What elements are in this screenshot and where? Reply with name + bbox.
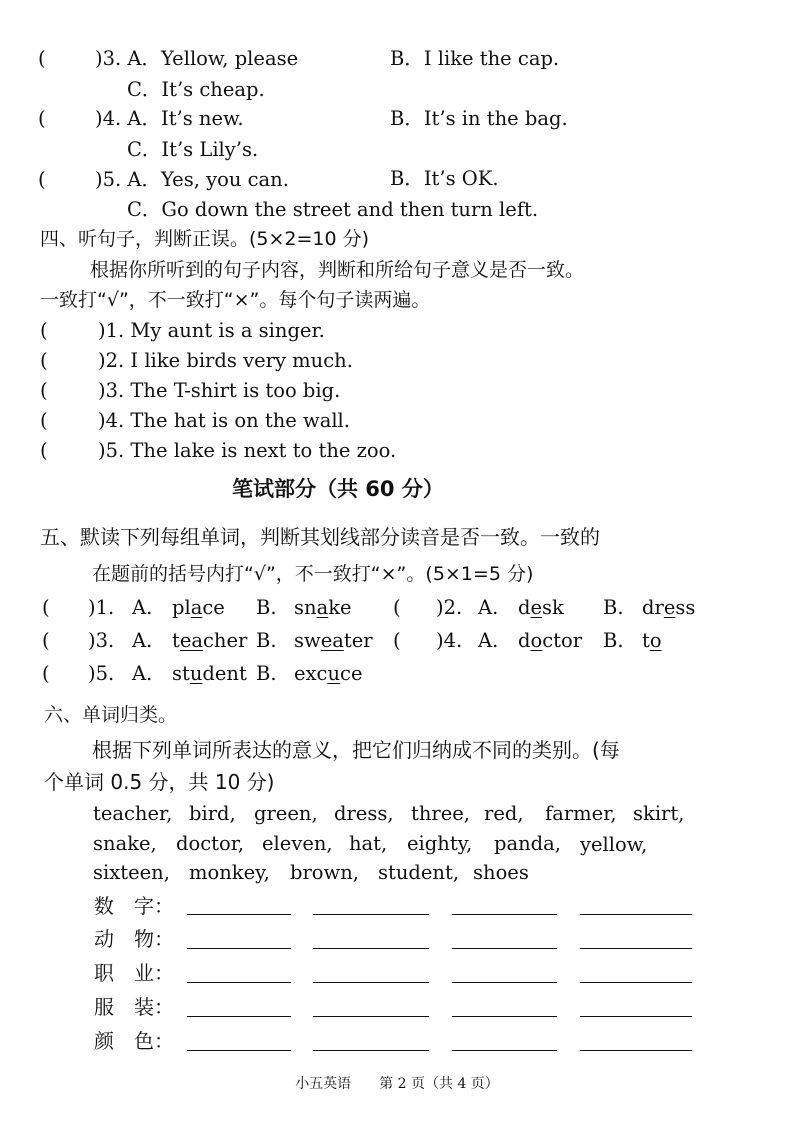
answer-blank[interactable] [187, 948, 291, 949]
word: eleven, [262, 832, 333, 855]
written-part-heading: 笔试部分（共 60 分） [232, 477, 444, 501]
answer-blank[interactable] [187, 982, 291, 983]
s4-q1-text: )1. My aunt is a singer. [98, 319, 325, 342]
answer-blank[interactable] [313, 914, 429, 915]
s5-q3-paren[interactable]: ( [42, 629, 50, 652]
q3-option-a: )3. A．Yellow, please [95, 47, 299, 70]
s4-q1-paren[interactable]: ( [40, 319, 48, 342]
word: snake, [93, 832, 157, 855]
answer-blank[interactable] [452, 914, 557, 915]
word: green, [254, 802, 318, 825]
s5-q1-num: )1. [88, 596, 115, 619]
category-numbers-label: 数 字： [94, 894, 174, 918]
category-animals-label: 动 物： [94, 927, 174, 951]
s5-q5-paren[interactable]: ( [42, 662, 50, 685]
section5-instruction: 在题前的括号内打“√”，不一致打“×”。(5×1=5 分) [92, 563, 534, 585]
s5-q5-word-b: excuce [294, 662, 363, 685]
q3-paren[interactable]: ( [38, 47, 46, 70]
s5-q3-word-b: sweater [294, 629, 373, 652]
word: sixteen, [93, 861, 170, 884]
answer-blank[interactable] [580, 1016, 692, 1017]
answer-blank[interactable] [313, 1050, 429, 1051]
answer-blank[interactable] [452, 948, 557, 949]
answer-blank[interactable] [452, 1050, 557, 1051]
q5-option-b: B．It’s OK. [390, 167, 499, 190]
category-clothes-label: 服 装： [94, 995, 174, 1019]
answer-blank[interactable] [187, 1016, 291, 1017]
word: doctor, [176, 832, 245, 855]
s5-q4-word-a: doctor [518, 629, 583, 652]
word: yellow, [580, 833, 648, 856]
s4-q3-paren[interactable]: ( [40, 379, 48, 402]
s4-q5-text: )5. The lake is next to the zoo. [98, 439, 397, 462]
answer-blank[interactable] [313, 1016, 429, 1017]
word: farmer, [545, 802, 617, 825]
s4-q3-text: )3. The T-shirt is too big. [98, 379, 341, 402]
s5-q5-num: )5. [88, 662, 115, 685]
s5-q2-num: )2. [436, 596, 463, 619]
word: hat, [349, 832, 388, 855]
answer-blank[interactable] [452, 982, 557, 983]
section5-title: 五、默读下列每组单词，判断其划线部分读音是否一致。一致的 [40, 525, 600, 549]
s4-q2-text: )2. I like birds very much. [98, 349, 353, 372]
s5-q4-b-label: B. [603, 629, 624, 652]
answer-blank[interactable] [580, 1050, 692, 1051]
s5-q3-num: )3. [88, 629, 115, 652]
q3-option-b: B．I like the cap. [390, 47, 560, 70]
s4-q4-paren[interactable]: ( [40, 409, 48, 432]
word: shoes [473, 861, 529, 884]
section4-title: 四、听句子，判断正误。(5×2=10 分) [40, 228, 370, 250]
s4-q5-paren[interactable]: ( [40, 439, 48, 462]
q5-option-a: )5. A．Yes, you can. [95, 168, 289, 191]
q5-option-c: C．Go down the street and then turn left. [127, 198, 539, 221]
answer-blank[interactable] [580, 914, 692, 915]
word: bird, [189, 802, 236, 825]
s5-q3-a-label: A. [132, 629, 153, 652]
section6-title: 六、单词归类。 [44, 704, 178, 726]
word: red, [484, 802, 524, 825]
s4-q4-text: )4. The hat is on the wall. [98, 409, 350, 432]
word: brown, [290, 861, 359, 884]
category-colors-label: 颜 色： [94, 1029, 174, 1053]
s5-q4-paren[interactable]: ( [393, 629, 401, 652]
s5-q4-num: )4. [436, 629, 463, 652]
s5-q2-a-label: A. [478, 596, 499, 619]
section6-instruction-2: 个单词 0.5 分，共 10 分) [44, 770, 275, 794]
answer-blank[interactable] [580, 982, 692, 983]
s4-q2-paren[interactable]: ( [40, 349, 48, 372]
s5-q2-paren[interactable]: ( [393, 596, 401, 619]
s5-q3-b-label: B. [256, 629, 277, 652]
s5-q5-b-label: B. [256, 662, 277, 685]
s5-q2-word-a: desk [518, 596, 564, 619]
s5-q1-paren[interactable]: ( [42, 596, 50, 619]
s5-q2-b-label: B. [603, 596, 624, 619]
q5-paren[interactable]: ( [38, 168, 46, 191]
section6-instruction-1: 根据下列单词所表达的意义，把它们归纳成不同的类别。(每 [92, 738, 620, 762]
q4-paren[interactable]: ( [38, 107, 46, 130]
word: skirt, [633, 802, 685, 825]
word: eighty, [407, 832, 473, 855]
word: monkey, [189, 861, 270, 884]
section4-instruction-2: 一致打“√”，不一致打“×”。每个句子读两遍。 [40, 289, 431, 311]
answer-blank[interactable] [452, 1016, 557, 1017]
section4-instruction-1: 根据你所听到的句子内容，判断和所给句子意义是否一致。 [90, 259, 585, 281]
answer-blank[interactable] [187, 914, 291, 915]
q4-option-c: C．It’s Lily’s. [127, 138, 259, 161]
answer-blank[interactable] [187, 1050, 291, 1051]
word: student, [378, 861, 460, 884]
s5-q5-a-label: A. [132, 662, 153, 685]
s5-q2-word-b: dress [642, 596, 696, 619]
s5-q4-a-label: A. [478, 629, 499, 652]
s5-q1-word-a: place [172, 596, 225, 619]
s5-q5-word-a: student [172, 662, 247, 685]
answer-blank[interactable] [313, 982, 429, 983]
q3-option-c: C．It’s cheap. [127, 78, 265, 101]
word: panda, [494, 832, 561, 855]
page-footer: 小五英语 第 2 页（共 4 页） [295, 1076, 499, 1092]
q4-option-a: )4. A．It’s new. [95, 107, 244, 130]
word: three, [411, 802, 470, 825]
s5-q3-word-a: teacher [172, 629, 248, 652]
word: teacher, [93, 802, 173, 825]
q4-option-b: B．It’s in the bag. [390, 107, 568, 130]
answer-blank[interactable] [580, 948, 692, 949]
s5-q1-word-b: snake [294, 596, 352, 619]
s5-q4-word-b: to [642, 629, 662, 652]
category-jobs-label: 职 业： [94, 961, 174, 985]
s5-q1-a-label: A. [132, 596, 153, 619]
answer-blank[interactable] [313, 948, 429, 949]
s5-q1-b-label: B. [256, 596, 277, 619]
word: dress, [334, 802, 394, 825]
